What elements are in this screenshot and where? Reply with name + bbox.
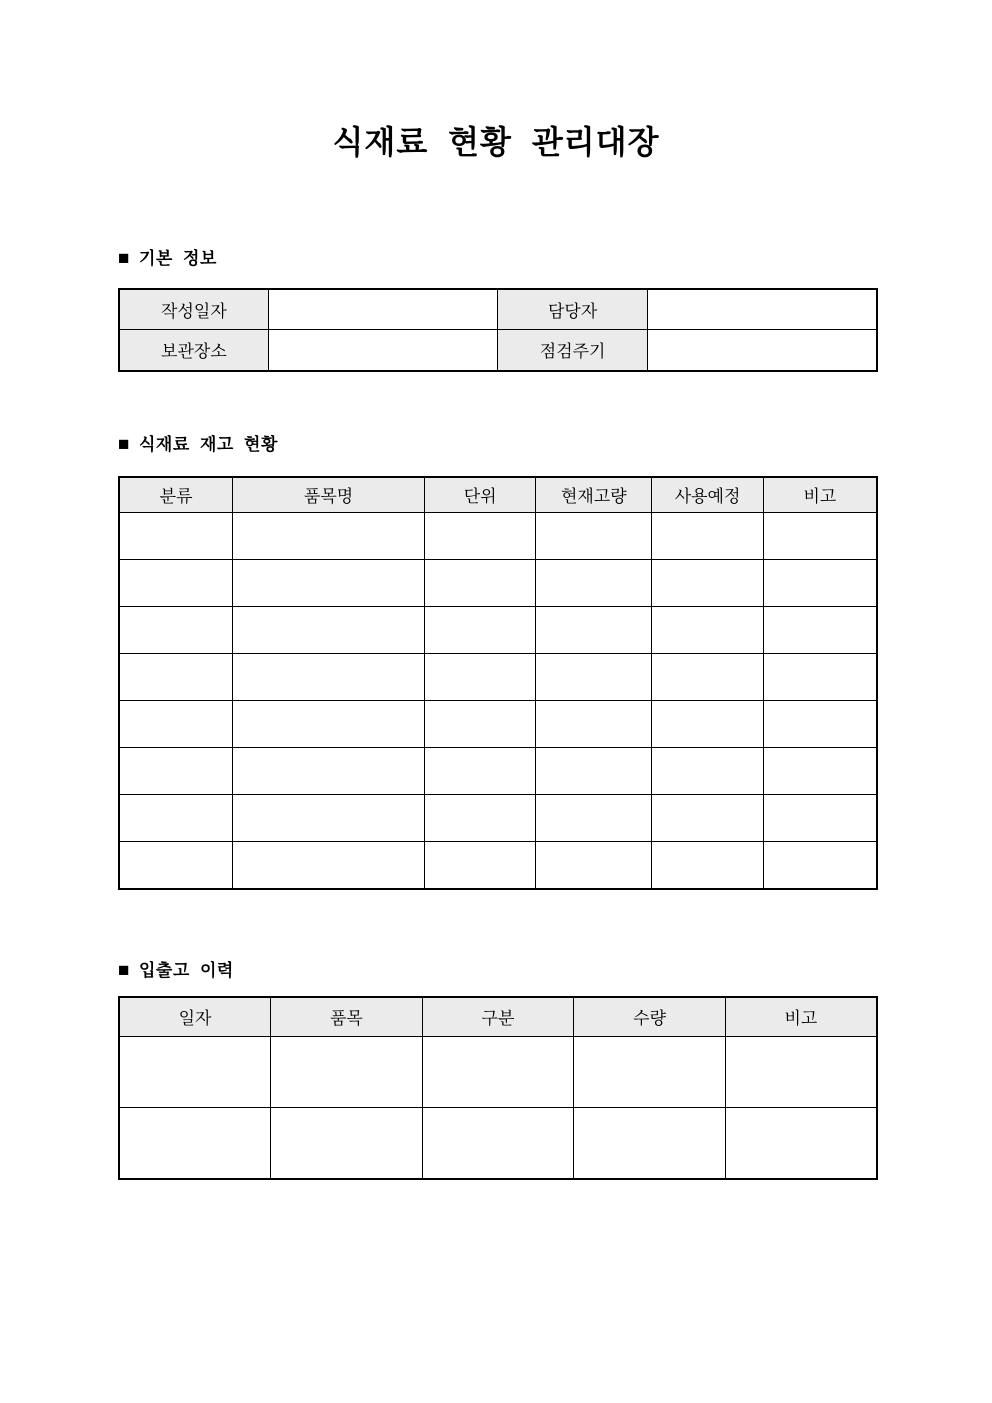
empty-cell	[271, 1108, 423, 1179]
field-label-cell: 담당자	[498, 289, 647, 330]
column-header: 분류	[119, 477, 233, 513]
empty-cell	[652, 654, 763, 701]
inventory-table-body	[119, 513, 877, 889]
section-heading-inventory	[118, 434, 878, 456]
empty-cell	[424, 701, 535, 748]
empty-cell	[725, 1108, 877, 1179]
empty-cell	[119, 748, 233, 795]
column-header: 구분	[422, 997, 574, 1037]
section-heading-basic-info	[118, 248, 878, 270]
table-row	[119, 330, 877, 371]
empty-cell	[763, 701, 877, 748]
table-row	[119, 795, 877, 842]
field-value-cell	[647, 289, 877, 330]
empty-cell	[763, 607, 877, 654]
column-header: 품목	[271, 997, 423, 1037]
column-header: 사용예정	[652, 477, 763, 513]
empty-cell	[536, 701, 652, 748]
empty-cell	[652, 513, 763, 560]
empty-cell	[424, 842, 535, 889]
table-row	[119, 842, 877, 889]
empty-cell	[574, 1108, 726, 1179]
table-row	[119, 289, 877, 330]
basic-info-table	[118, 288, 878, 372]
empty-cell	[725, 1037, 877, 1108]
empty-cell	[422, 1037, 574, 1108]
field-value-cell	[268, 330, 498, 371]
field-label-cell: 점검주기	[498, 330, 647, 371]
empty-cell	[536, 513, 652, 560]
empty-cell	[536, 654, 652, 701]
empty-cell	[536, 795, 652, 842]
section-heading-label: 식재료 재고 현황	[138, 434, 278, 454]
content-area	[118, 248, 878, 1180]
field-label-cell: 보관장소	[119, 330, 268, 371]
empty-cell	[119, 513, 233, 560]
empty-cell	[763, 654, 877, 701]
square-bullet-icon: ■	[118, 247, 130, 269]
table-row	[119, 560, 877, 607]
empty-cell	[119, 1108, 271, 1179]
column-header: 비고	[725, 997, 877, 1037]
field-label-cell: 작성일자	[119, 289, 268, 330]
empty-cell	[233, 513, 425, 560]
empty-cell	[652, 795, 763, 842]
column-header: 수량	[574, 997, 726, 1037]
column-header: 비고	[763, 477, 877, 513]
empty-cell	[233, 701, 425, 748]
table-row	[119, 654, 877, 701]
table-header-row	[119, 997, 877, 1037]
column-header: 품목명	[233, 477, 425, 513]
section-heading-label: 기본 정보	[138, 248, 217, 268]
empty-cell	[652, 842, 763, 889]
column-header: 일자	[119, 997, 271, 1037]
empty-cell	[119, 654, 233, 701]
column-header: 단위	[424, 477, 535, 513]
empty-cell	[652, 701, 763, 748]
empty-cell	[119, 607, 233, 654]
empty-cell	[119, 795, 233, 842]
table-row	[119, 1108, 877, 1179]
empty-cell	[233, 795, 425, 842]
empty-cell	[424, 654, 535, 701]
table-row	[119, 701, 877, 748]
field-value-cell	[268, 289, 498, 330]
table-header-row	[119, 477, 877, 513]
empty-cell	[233, 654, 425, 701]
table-row	[119, 607, 877, 654]
empty-cell	[271, 1037, 423, 1108]
empty-cell	[763, 748, 877, 795]
page-title: 식재료 현황 관리대장	[332, 124, 660, 160]
empty-cell	[119, 842, 233, 889]
table-row	[119, 513, 877, 560]
empty-cell	[536, 607, 652, 654]
empty-cell	[233, 560, 425, 607]
empty-cell	[233, 748, 425, 795]
empty-cell	[424, 607, 535, 654]
empty-cell	[536, 560, 652, 607]
empty-cell	[424, 748, 535, 795]
empty-cell	[574, 1037, 726, 1108]
history-table-body	[119, 1037, 877, 1179]
empty-cell	[424, 795, 535, 842]
empty-cell	[233, 607, 425, 654]
empty-cell	[233, 842, 425, 889]
column-header: 현재고량	[536, 477, 652, 513]
empty-cell	[424, 560, 535, 607]
empty-cell	[536, 842, 652, 889]
table-row	[119, 748, 877, 795]
empty-cell	[652, 748, 763, 795]
empty-cell	[422, 1108, 574, 1179]
empty-cell	[119, 701, 233, 748]
empty-cell	[763, 842, 877, 889]
field-value-cell	[647, 330, 877, 371]
empty-cell	[119, 560, 233, 607]
empty-cell	[763, 560, 877, 607]
table-row	[119, 1037, 877, 1108]
section-heading-label: 입출고 이력	[138, 960, 234, 980]
empty-cell	[652, 607, 763, 654]
history-table	[118, 996, 878, 1180]
empty-cell	[763, 795, 877, 842]
square-bullet-icon: ■	[118, 433, 130, 455]
empty-cell	[119, 1037, 271, 1108]
empty-cell	[652, 560, 763, 607]
empty-cell	[536, 748, 652, 795]
empty-cell	[763, 513, 877, 560]
empty-cell	[424, 513, 535, 560]
inventory-table	[118, 476, 878, 890]
square-bullet-icon: ■	[118, 959, 130, 981]
section-heading-history	[118, 960, 878, 982]
